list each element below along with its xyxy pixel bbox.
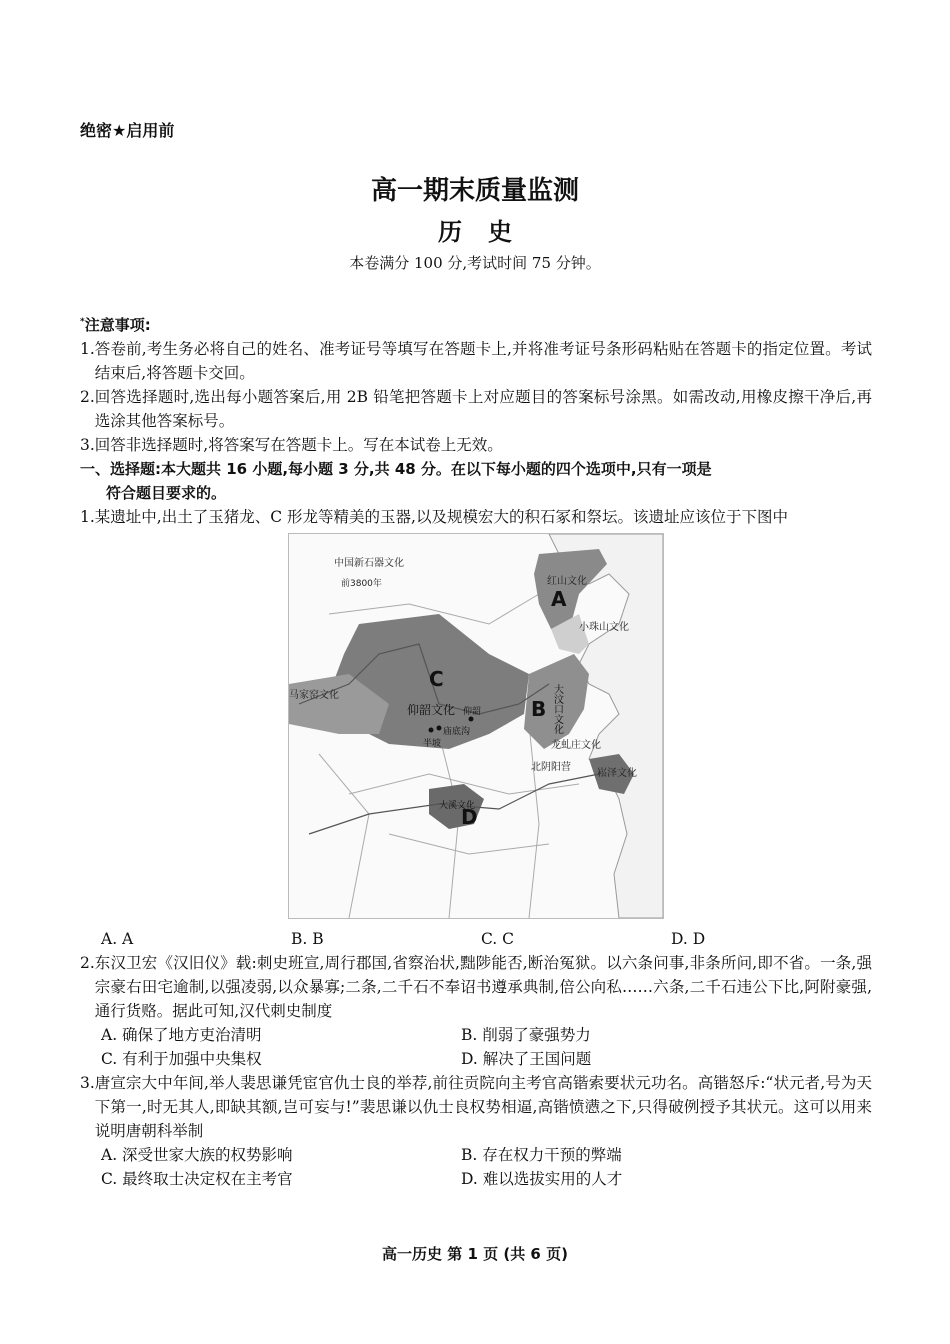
label-daxi: 大溪文化 [439,801,476,811]
question-2: 2. 东汉卫宏《汉旧仪》载:刺史班宣,周行郡国,省察治状,黜陟能否,断治冤狱。以六条问事,非条所问,即不省。一条,强宗豪右田宅逾制,以强凌弱,以众暴寡;二条,二千石不奉诏书遵承典制,倍公向私……六条,二千石违公下比,阿附豪强,通行货赂。据此可知,汉代刺史制度 [80,954,872,1020]
letter-d: D [461,805,478,829]
option-a: A. A [101,930,134,948]
letter-a: A [551,587,567,611]
option-d: D. 解决了王国问题 [461,1050,592,1068]
exam-info: 本卷满分 100 分,考试时间 75 分钟。 [349,254,601,272]
label-beiyinyangying: 北阴阳营 [531,762,571,773]
site-miaodigou [437,726,442,731]
question-1-options [80,927,872,951]
site-yangshao [469,717,474,722]
label-banpo: 半坡 [423,739,442,749]
label-yangshao-site: 仰韶 [463,707,482,717]
neolithic-culture-map [288,533,664,919]
notes-title: *注意事项: [80,316,151,334]
confidential-label: 绝密★启用前 [80,121,175,140]
map-date: 前3800年 [341,579,382,589]
option-b: B. 存在权力干预的弊端 [461,1146,622,1164]
question-3: 3. 唐宣宗大中年间,举人裴思谦凭宦官仇士良的举荐,前往贡院向主考官高锴索要状元功名。高锴怒斥:“状元者,号为天下第一,时无其人,即缺其额,岂可妄与!”裴思谦以仇士良权势相逼,高锴愤懑之下,只得破例授予其状元。这可以用来说明唐朝科举制 [80,1074,872,1140]
question-2-options-row1 [80,1023,872,1047]
exam-title: 高一期末质量监测 [370,176,579,206]
label-xiaozhushan: 小珠山文化 [579,622,629,633]
label-songze: 崧泽文化 [597,768,637,779]
question-2-options-row2 [80,1047,872,1071]
letter-b: B [531,697,547,721]
exam-content [80,310,872,1191]
label-hongshan: 红山文化 [547,576,587,587]
label-longqiuzhuang: 龙虬庄文化 [551,740,601,751]
question-3-options-row1 [80,1143,872,1167]
option-b: B. 削弱了豪强势力 [461,1026,591,1044]
note-item-3: 3. 回答非选择题时,将答案写在答题卡上。写在本试卷上无效。 [80,436,503,454]
option-b: B. B [291,930,324,948]
subject-title: 历史 [438,217,538,246]
option-c: C. 最终取士决定权在主考官 [101,1170,293,1188]
section-heading: 一、选择题:本大题共 16 小题,每小题 3 分,共 48 分。在以下每小题的四个选项中,只有一项是 符合题目要求的。 [80,460,712,502]
question-3-options-row2 [80,1167,872,1191]
letter-c: C [429,667,444,691]
note-item-1: 1. 答卷前,考生务必将自己的姓名、准考证号等填写在答题卡上,并将准考证号条形码粘贴在答题卡的指定位置。考试结束后,将答题卡交回。 [80,340,872,382]
label-yangshao: 仰韶文化 [407,703,456,717]
option-d: D. D [671,930,706,948]
label-miaodigou: 庙底沟 [443,727,471,737]
label-majiayao: 马家窑文化 [289,690,339,701]
label-dawenkou [552,683,564,734]
map-title: 中国新石器文化 [334,558,404,569]
page-footer: 高一历史 第 1 页 (共 6 页) [382,1245,568,1263]
option-c: C. 有利于加强中央集权 [101,1050,262,1068]
option-a: A. 深受世家大族的权势影响 [101,1146,293,1164]
hongshan-region [534,549,607,629]
option-d: D. 难以选拔实用的人才 [461,1170,623,1188]
site-banpo [429,728,434,733]
question-1: 1. 某遗址中,出土了玉猪龙、C 形龙等精美的玉器,以及规模宏大的积石冢和祭坛。该遗址应该位于下图中 [80,508,788,526]
note-item-2: 2. 回答选择题时,选出每小题答案后,用 2B 铅笔把答题卡上对应题目的答案标号涂黑。如需改动,用橡皮擦干净后,再选涂其他答案标号。 [80,388,872,430]
svg-text:大汶口文化: 大汶口文化 [551,684,563,734]
option-a: A. 确保了地方吏治清明 [101,1026,262,1044]
option-c: C. C [481,930,515,948]
